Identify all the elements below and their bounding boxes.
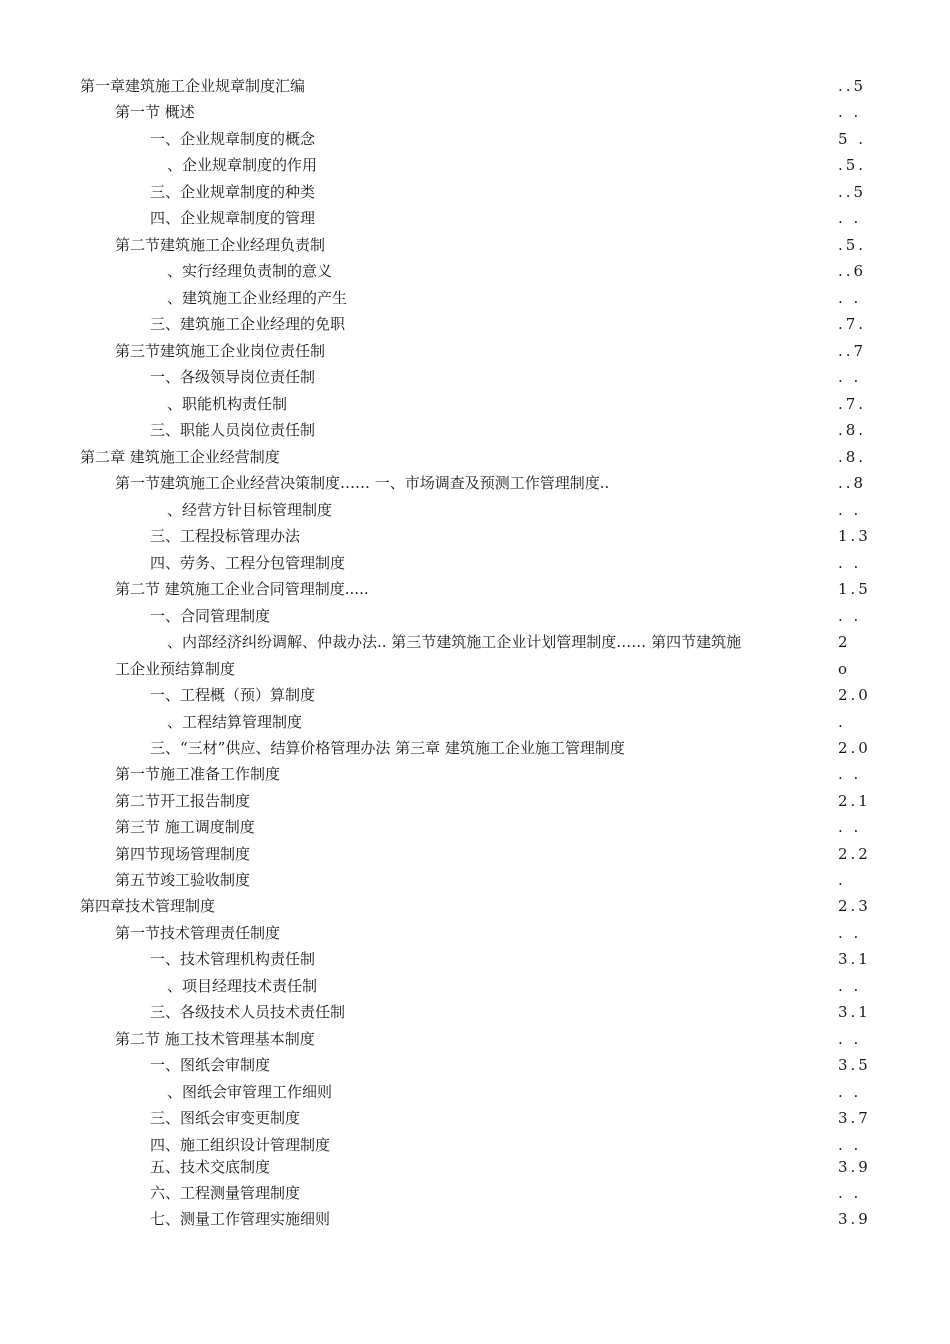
toc-entry-title: 第五节竣工验收制度	[115, 871, 251, 889]
toc-entry-title: 、工程结算管理制度	[167, 713, 303, 731]
toc-entry-page: ..8	[838, 474, 867, 492]
toc-entry-page: 3.1	[838, 950, 871, 968]
toc-entry-page: . .	[838, 1030, 862, 1048]
toc-entry[interactable]	[0, 577, 950, 601]
toc-entry-page: .7.	[838, 315, 867, 333]
toc-entry-page: .	[838, 871, 846, 889]
toc-entry[interactable]	[0, 683, 950, 707]
toc-entry-page: . .	[838, 289, 862, 307]
toc-entry-page: . .	[838, 501, 862, 519]
toc-entry[interactable]	[0, 894, 950, 918]
toc-entry-title: 、企业规章制度的作用	[167, 156, 318, 174]
toc-entry-page: . .	[838, 1083, 862, 1101]
toc-entry-page: 1.5	[838, 580, 871, 598]
toc-entry[interactable]	[0, 868, 950, 892]
toc-entry[interactable]	[0, 736, 950, 760]
toc-entry-title: 三、工程投标管理办法	[150, 527, 301, 545]
toc-entry-page: 3.5	[838, 1056, 871, 1074]
toc-entry[interactable]	[0, 286, 950, 310]
toc-entry-title: 三、企业规章制度的种类	[150, 183, 316, 201]
toc-entry-title: 七、测量工作管理实施细则	[150, 1210, 331, 1228]
toc-entry-page: 3.9	[838, 1158, 871, 1176]
toc-entry[interactable]	[0, 1080, 950, 1104]
toc-entry-page: . .	[838, 924, 862, 942]
toc-entry-page: . .	[838, 554, 862, 572]
toc-entry-title: 、经营方针目标管理制度	[167, 501, 333, 519]
toc-entry-title: 第二章 建筑施工企业经营制度	[80, 448, 280, 466]
toc-entry-title: 第三节 施工调度制度	[115, 818, 255, 836]
toc-entry[interactable]	[0, 974, 950, 998]
toc-entry-title: 三、图纸会审变更制度	[150, 1109, 301, 1127]
toc-entry[interactable]	[0, 1027, 950, 1051]
toc-entry[interactable]	[0, 1155, 950, 1179]
toc-entry[interactable]	[0, 762, 950, 786]
toc-entry-page: . .	[838, 368, 862, 386]
toc-entry-title: 四、劳务、工程分包管理制度	[150, 554, 346, 572]
toc-entry[interactable]	[0, 498, 950, 522]
toc-entry[interactable]	[0, 100, 950, 124]
toc-entry-page: . .	[838, 818, 862, 836]
toc-entry-title: 第一节技术管理责任制度	[115, 924, 281, 942]
toc-entry-title: 三、建筑施工企业经理的免职	[150, 315, 346, 333]
toc-entry[interactable]	[0, 842, 950, 866]
toc-entry-page: . .	[838, 209, 862, 227]
toc-entry-title: 、项目经理技术责任制	[167, 977, 318, 995]
toc-entry-title: 第二节开工报告制度	[115, 792, 251, 810]
toc-entry[interactable]	[0, 445, 950, 469]
toc-entry[interactable]	[0, 815, 950, 839]
toc-entry-title: 第二节 建筑施工企业合同管理制度.....	[115, 580, 369, 598]
toc-entry[interactable]	[0, 657, 950, 681]
toc-entry[interactable]	[0, 551, 950, 575]
toc-entry[interactable]	[0, 206, 950, 230]
toc-entry[interactable]	[0, 312, 950, 336]
toc-entry[interactable]	[0, 1053, 950, 1077]
toc-entry-page: 3.7	[838, 1109, 871, 1127]
toc-entry[interactable]	[0, 418, 950, 442]
toc-entry-title: 四、企业规章制度的管理	[150, 209, 316, 227]
toc-entry-page: 2.0	[838, 686, 871, 704]
toc-entry[interactable]	[0, 630, 950, 654]
toc-entry-page: 2.1	[838, 792, 871, 810]
toc-entry-title: 一、工程概（预）算制度	[150, 686, 316, 704]
toc-entry-title: 第二节建筑施工企业经理负责制	[115, 236, 326, 254]
toc-entry[interactable]	[0, 1207, 950, 1231]
toc-entry-title: 一、技术管理机构责任制	[150, 950, 316, 968]
toc-entry[interactable]	[0, 604, 950, 628]
toc-entry-page: .5.	[838, 156, 867, 174]
toc-entry-title: 第四章技术管理制度	[80, 897, 216, 915]
toc-entry[interactable]	[0, 153, 950, 177]
toc-entry[interactable]	[0, 180, 950, 204]
toc-entry-title: 一、合同管理制度	[150, 607, 271, 625]
toc-entry[interactable]	[0, 471, 950, 495]
toc-entry[interactable]	[0, 1000, 950, 1024]
toc-entry-title: 第二节 施工技术管理基本制度	[115, 1030, 315, 1048]
toc-entry-title: 三、职能人员岗位责任制	[150, 421, 316, 439]
toc-entry-page: . .	[838, 103, 862, 121]
toc-entry-page: 3.1	[838, 1003, 871, 1021]
toc-entry-page: 2	[838, 633, 851, 651]
toc-entry-page: 3.9	[838, 1210, 871, 1228]
toc-entry-page: . .	[838, 1136, 862, 1154]
toc-entry-page: . .	[838, 765, 862, 783]
toc-entry-title: 第三节建筑施工企业岗位责任制	[115, 342, 326, 360]
toc-entry[interactable]	[0, 921, 950, 945]
toc-entry-title: 工企业预结算制度	[115, 660, 236, 678]
toc-entry[interactable]	[0, 127, 950, 151]
toc-entry-title: 一、图纸会审制度	[150, 1056, 271, 1074]
toc-entry-page: .5.	[838, 236, 867, 254]
toc-entry-title: 、建筑施工企业经理的产生	[167, 289, 348, 307]
toc-entry-title: 四、施工组织设计管理制度	[150, 1136, 331, 1154]
toc-entry-title: 六、工程测量管理制度	[150, 1184, 301, 1202]
toc-entry-title: 一、各级领导岗位责任制	[150, 368, 316, 386]
toc-entry-page: .8.	[838, 421, 867, 439]
toc-entry[interactable]	[0, 365, 950, 389]
toc-entry[interactable]	[0, 789, 950, 813]
toc-entry[interactable]	[0, 1133, 950, 1157]
toc-entry-page: 2.3	[838, 897, 871, 915]
toc-entry-page: 5 .	[838, 130, 867, 148]
toc-entry-page: ..7	[838, 342, 867, 360]
toc-entry-page: . .	[838, 1184, 862, 1202]
toc-entry-title: 第一节 概述	[115, 103, 195, 121]
toc-entry-title: 、内部经济纠纷调解、仲裁办法.. 第三节建筑施工企业计划管理制度…… 第四节建筑施	[167, 633, 742, 651]
toc-entry[interactable]	[0, 392, 950, 416]
toc-entry-page: 2.0	[838, 739, 871, 757]
toc-entry[interactable]	[0, 259, 950, 283]
toc-entry-title: 第一章建筑施工企业规章制度汇编	[80, 77, 306, 95]
toc-entry-page: . .	[838, 607, 862, 625]
toc-entry-page: .	[838, 713, 846, 731]
toc-entry[interactable]	[0, 339, 950, 363]
toc-entry[interactable]	[0, 947, 950, 971]
toc-entry-page: . .	[838, 977, 862, 995]
toc-entry[interactable]	[0, 710, 950, 734]
toc-entry-page: .7.	[838, 395, 867, 413]
toc-entry-title: 第一节建筑施工企业经营决策制度…… 一、市场调查及预测工作管理制度..	[115, 474, 610, 492]
toc-entry[interactable]	[0, 524, 950, 548]
toc-entry-page: o	[838, 660, 851, 678]
toc-entry[interactable]	[0, 233, 950, 257]
toc-entry-title: 、图纸会审管理工作细则	[167, 1083, 333, 1101]
toc-entry-title: 、职能机构责任制	[167, 395, 288, 413]
toc-entry-page: .8.	[838, 448, 867, 466]
toc-entry-page: ..5	[838, 183, 867, 201]
toc-entry-title: 三、“三材”供应、结算价格管理办法 第三章 建筑施工企业施工管理制度	[150, 739, 625, 757]
toc-entry-title: 一、企业规章制度的概念	[150, 130, 316, 148]
toc-entry-title: 三、各级技术人员技术责任制	[150, 1003, 346, 1021]
toc-entry[interactable]	[0, 1106, 950, 1130]
toc-entry-page: ..6	[838, 262, 867, 280]
toc-entry-page: ..5	[838, 77, 867, 95]
toc-entry-title: 、实行经理负责制的意义	[167, 262, 333, 280]
toc-entry[interactable]	[0, 1181, 950, 1205]
toc-entry-title: 五、技术交底制度	[150, 1158, 271, 1176]
toc-entry-page: 2.2	[838, 845, 871, 863]
toc-entry-title: 第一节施工准备工作制度	[115, 765, 281, 783]
toc-entry-title: 第四节现场管理制度	[115, 845, 251, 863]
toc-entry-page: 1.3	[838, 527, 871, 545]
toc-entry[interactable]	[0, 74, 950, 98]
